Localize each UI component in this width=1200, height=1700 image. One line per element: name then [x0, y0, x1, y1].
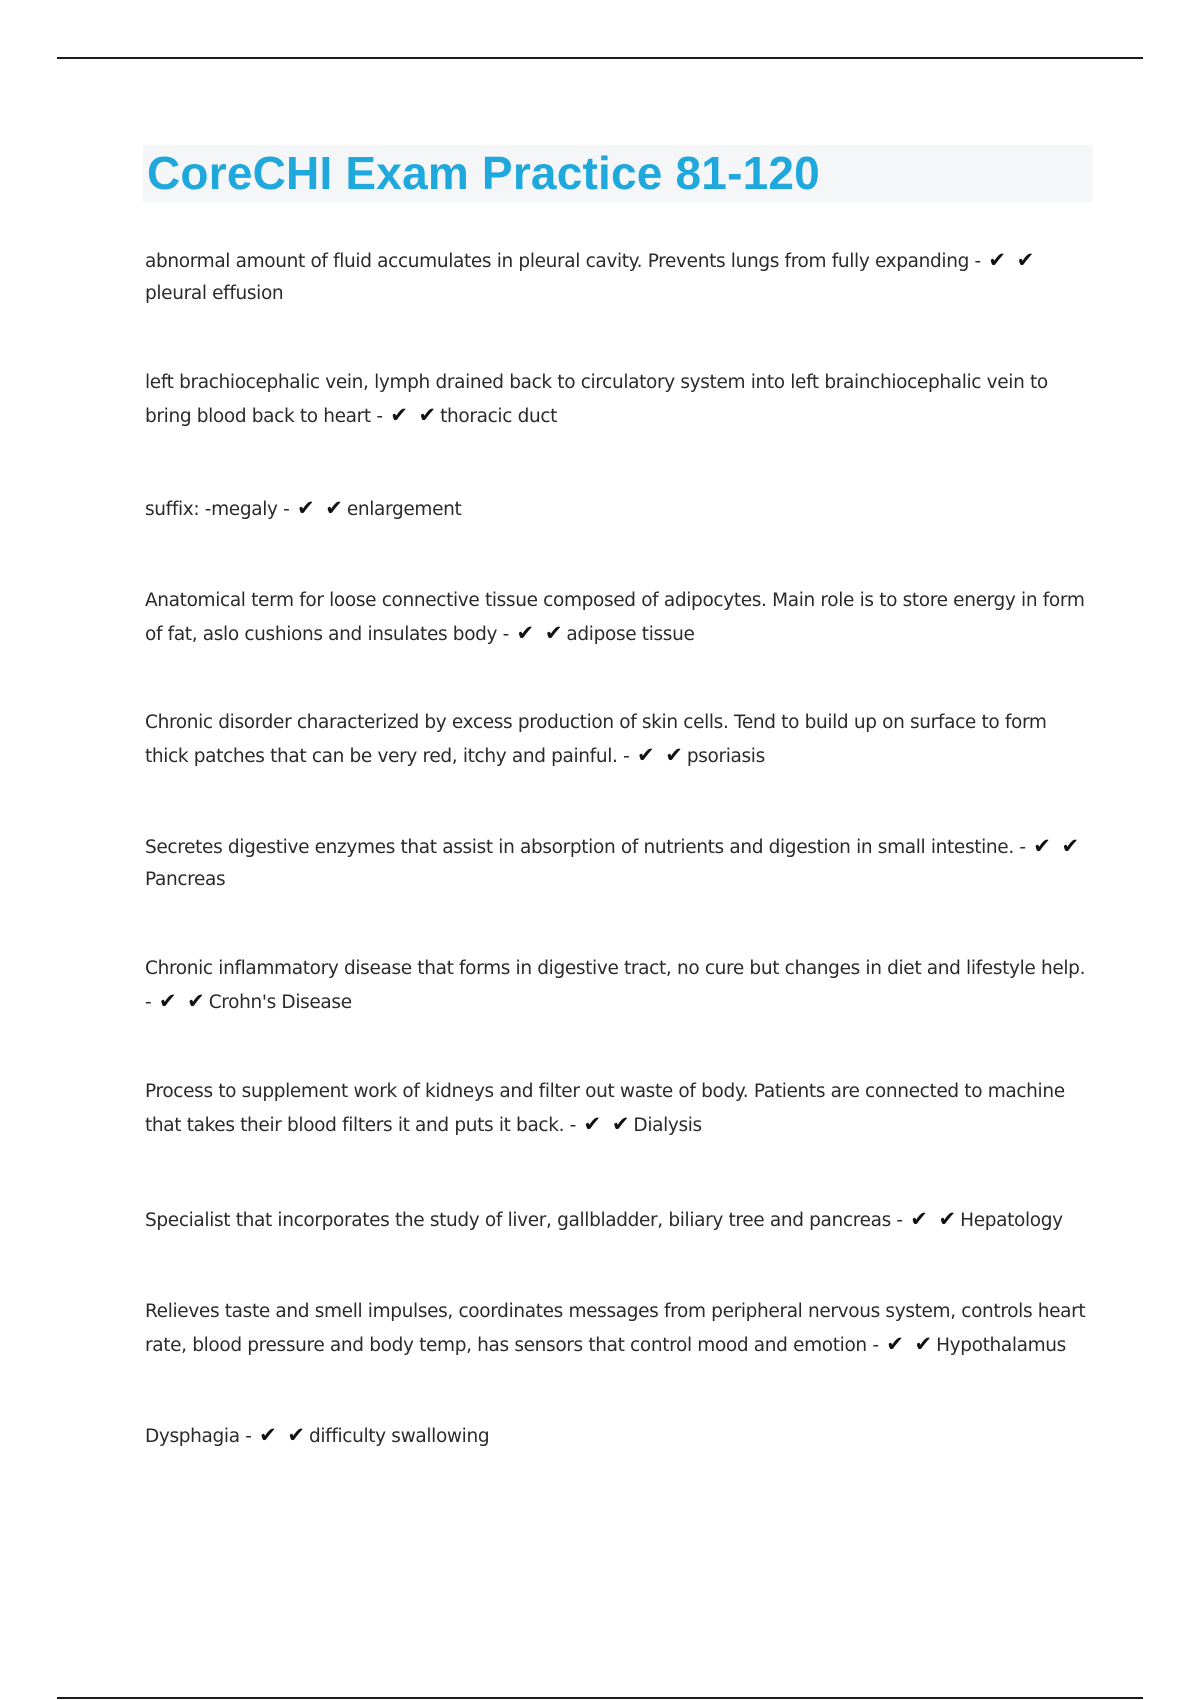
- double-check-icon: ✔ ✔: [516, 621, 565, 645]
- separator: -: [1013, 837, 1032, 858]
- qa-item: [145, 1419, 1095, 1453]
- answer-text: adipose tissue: [566, 624, 695, 645]
- separator: -: [497, 624, 515, 645]
- question-text: Specialist that incorporates the study of liver, gallbladder, biliary tree and pancreas: [145, 1210, 891, 1231]
- title-banner: [143, 145, 1093, 202]
- double-check-icon: ✔ ✔: [390, 403, 439, 427]
- answer-text: Dialysis: [633, 1115, 702, 1136]
- question-text: suffix: -megaly: [145, 499, 278, 520]
- question-text: Chronic inflammatory disease that forms in digestive tract, no cure but changes in diet and lifestyle help.: [145, 958, 1086, 979]
- answer-text: Hypothalamus: [936, 1335, 1066, 1356]
- answer-text: difficulty swallowing: [308, 1426, 490, 1447]
- question-text: Anatomical term for loose connective tissue composed of adipocytes. Main role is to store energy in form of fat, aslo cushions and insulates body: [145, 590, 1085, 645]
- separator: -: [866, 1335, 885, 1356]
- answer-text: thoracic duct: [440, 406, 558, 427]
- question-text: Process to supplement work of kidneys and filter out waste of body. Patients are connected to machine that takes their blood filters it and puts it back.: [145, 1081, 1065, 1136]
- qa-item: [145, 1203, 1095, 1237]
- answer-text: psoriasis: [686, 746, 765, 767]
- answer-text: Hepatology: [960, 1210, 1063, 1231]
- double-check-icon: ✔ ✔: [636, 743, 685, 767]
- answer-text: Crohn's Disease: [208, 992, 352, 1013]
- separator: -: [564, 1115, 582, 1136]
- answer-text: enlargement: [346, 499, 462, 520]
- qa-item: [145, 953, 1095, 1019]
- qa-item: [145, 244, 1095, 310]
- page-title: CoreCHI Exam Practice 81-120: [147, 147, 820, 199]
- question-text: Secretes digestive enzymes that assist in absorption of nutrients and digestion in small intestine.: [145, 837, 1014, 858]
- qa-item: [145, 367, 1095, 433]
- double-check-icon: ✔ ✔: [988, 248, 1037, 272]
- qa-item: [145, 830, 1095, 896]
- question-text: Dysphagia: [145, 1426, 240, 1447]
- qa-item: [145, 585, 1095, 651]
- question-text: Chronic disorder characterized by excess production of skin cells. Tend to build up on surface to form thick patches that can be very red, itchy and painful.: [145, 712, 1047, 767]
- question-text: Relieves taste and smell impulses, coordinates messages from peripheral nervous system, controls heart rate, blood pressure and body temp, has sensors that control mood and emotion: [145, 1301, 1086, 1356]
- top-rule: [57, 57, 1143, 59]
- qa-item: [145, 707, 1095, 773]
- double-check-icon: ✔ ✔: [259, 1423, 307, 1447]
- double-check-icon: ✔ ✔: [886, 1332, 935, 1356]
- double-check-icon: ✔ ✔: [1033, 834, 1082, 858]
- qa-item: [145, 1076, 1095, 1142]
- separator: -: [968, 251, 987, 272]
- double-check-icon: ✔ ✔: [910, 1207, 959, 1231]
- answer-text: Pancreas: [145, 869, 226, 890]
- qa-item: [145, 492, 1095, 526]
- separator: -: [145, 992, 157, 1013]
- double-check-icon: ✔ ✔: [158, 989, 207, 1013]
- double-check-icon: ✔ ✔: [296, 496, 345, 520]
- separator: -: [239, 1426, 258, 1447]
- separator: -: [617, 746, 635, 767]
- question-text: abnormal amount of fluid accumulates in pleural cavity. Prevents lungs from fully expanding: [145, 251, 969, 272]
- separator: -: [370, 406, 389, 427]
- separator: -: [890, 1210, 909, 1231]
- question-text: left brachiocephalic vein, lymph drained back to circulatory system into left brainchiocephalic vein to bring blood back to heart: [145, 372, 1048, 427]
- qa-item: [145, 1296, 1095, 1362]
- bottom-rule: [57, 1697, 1143, 1699]
- answer-text: pleural effusion: [145, 283, 284, 304]
- double-check-icon: ✔ ✔: [583, 1112, 632, 1136]
- separator: -: [277, 499, 295, 520]
